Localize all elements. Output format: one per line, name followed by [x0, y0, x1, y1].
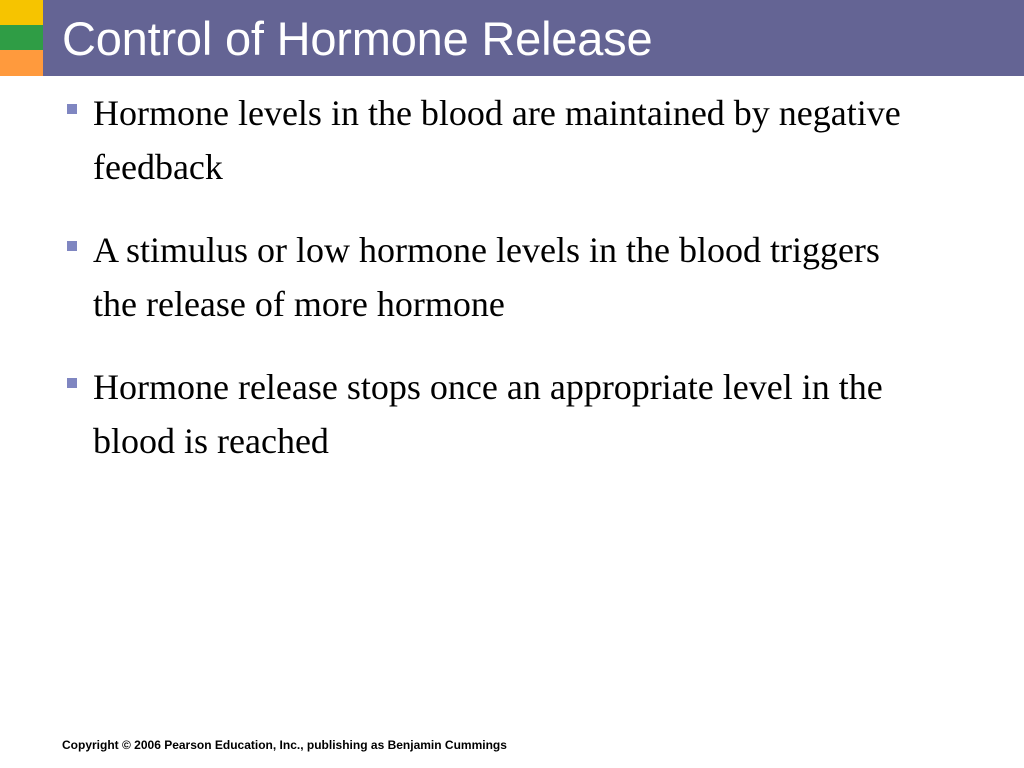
- bullet-text: Hormone release stops once an appropriate level in the blood is reached: [93, 367, 883, 461]
- bullet-item: [64, 223, 924, 331]
- color-accent-stack: [0, 0, 43, 76]
- yellow-accent-block: [0, 0, 43, 25]
- copyright-footer: Copyright © 2006 Pearson Education, Inc., publishing as Benjamin Cummings: [62, 738, 507, 752]
- bullet-item: [64, 86, 924, 194]
- orange-accent-block: [0, 50, 43, 76]
- title-bar: [43, 0, 1024, 76]
- bullet-text: A stimulus or low hormone levels in the blood triggers the release of more hormone: [93, 230, 880, 324]
- square-bullet-icon: [67, 104, 77, 114]
- bullet-item: [64, 360, 924, 468]
- slide-title: Control of Hormone Release: [62, 11, 653, 65]
- bullet-list: [64, 86, 924, 497]
- bullet-text: Hormone levels in the blood are maintained by negative feedback: [93, 93, 901, 187]
- square-bullet-icon: [67, 378, 77, 388]
- green-accent-block: [0, 25, 43, 50]
- square-bullet-icon: [67, 241, 77, 251]
